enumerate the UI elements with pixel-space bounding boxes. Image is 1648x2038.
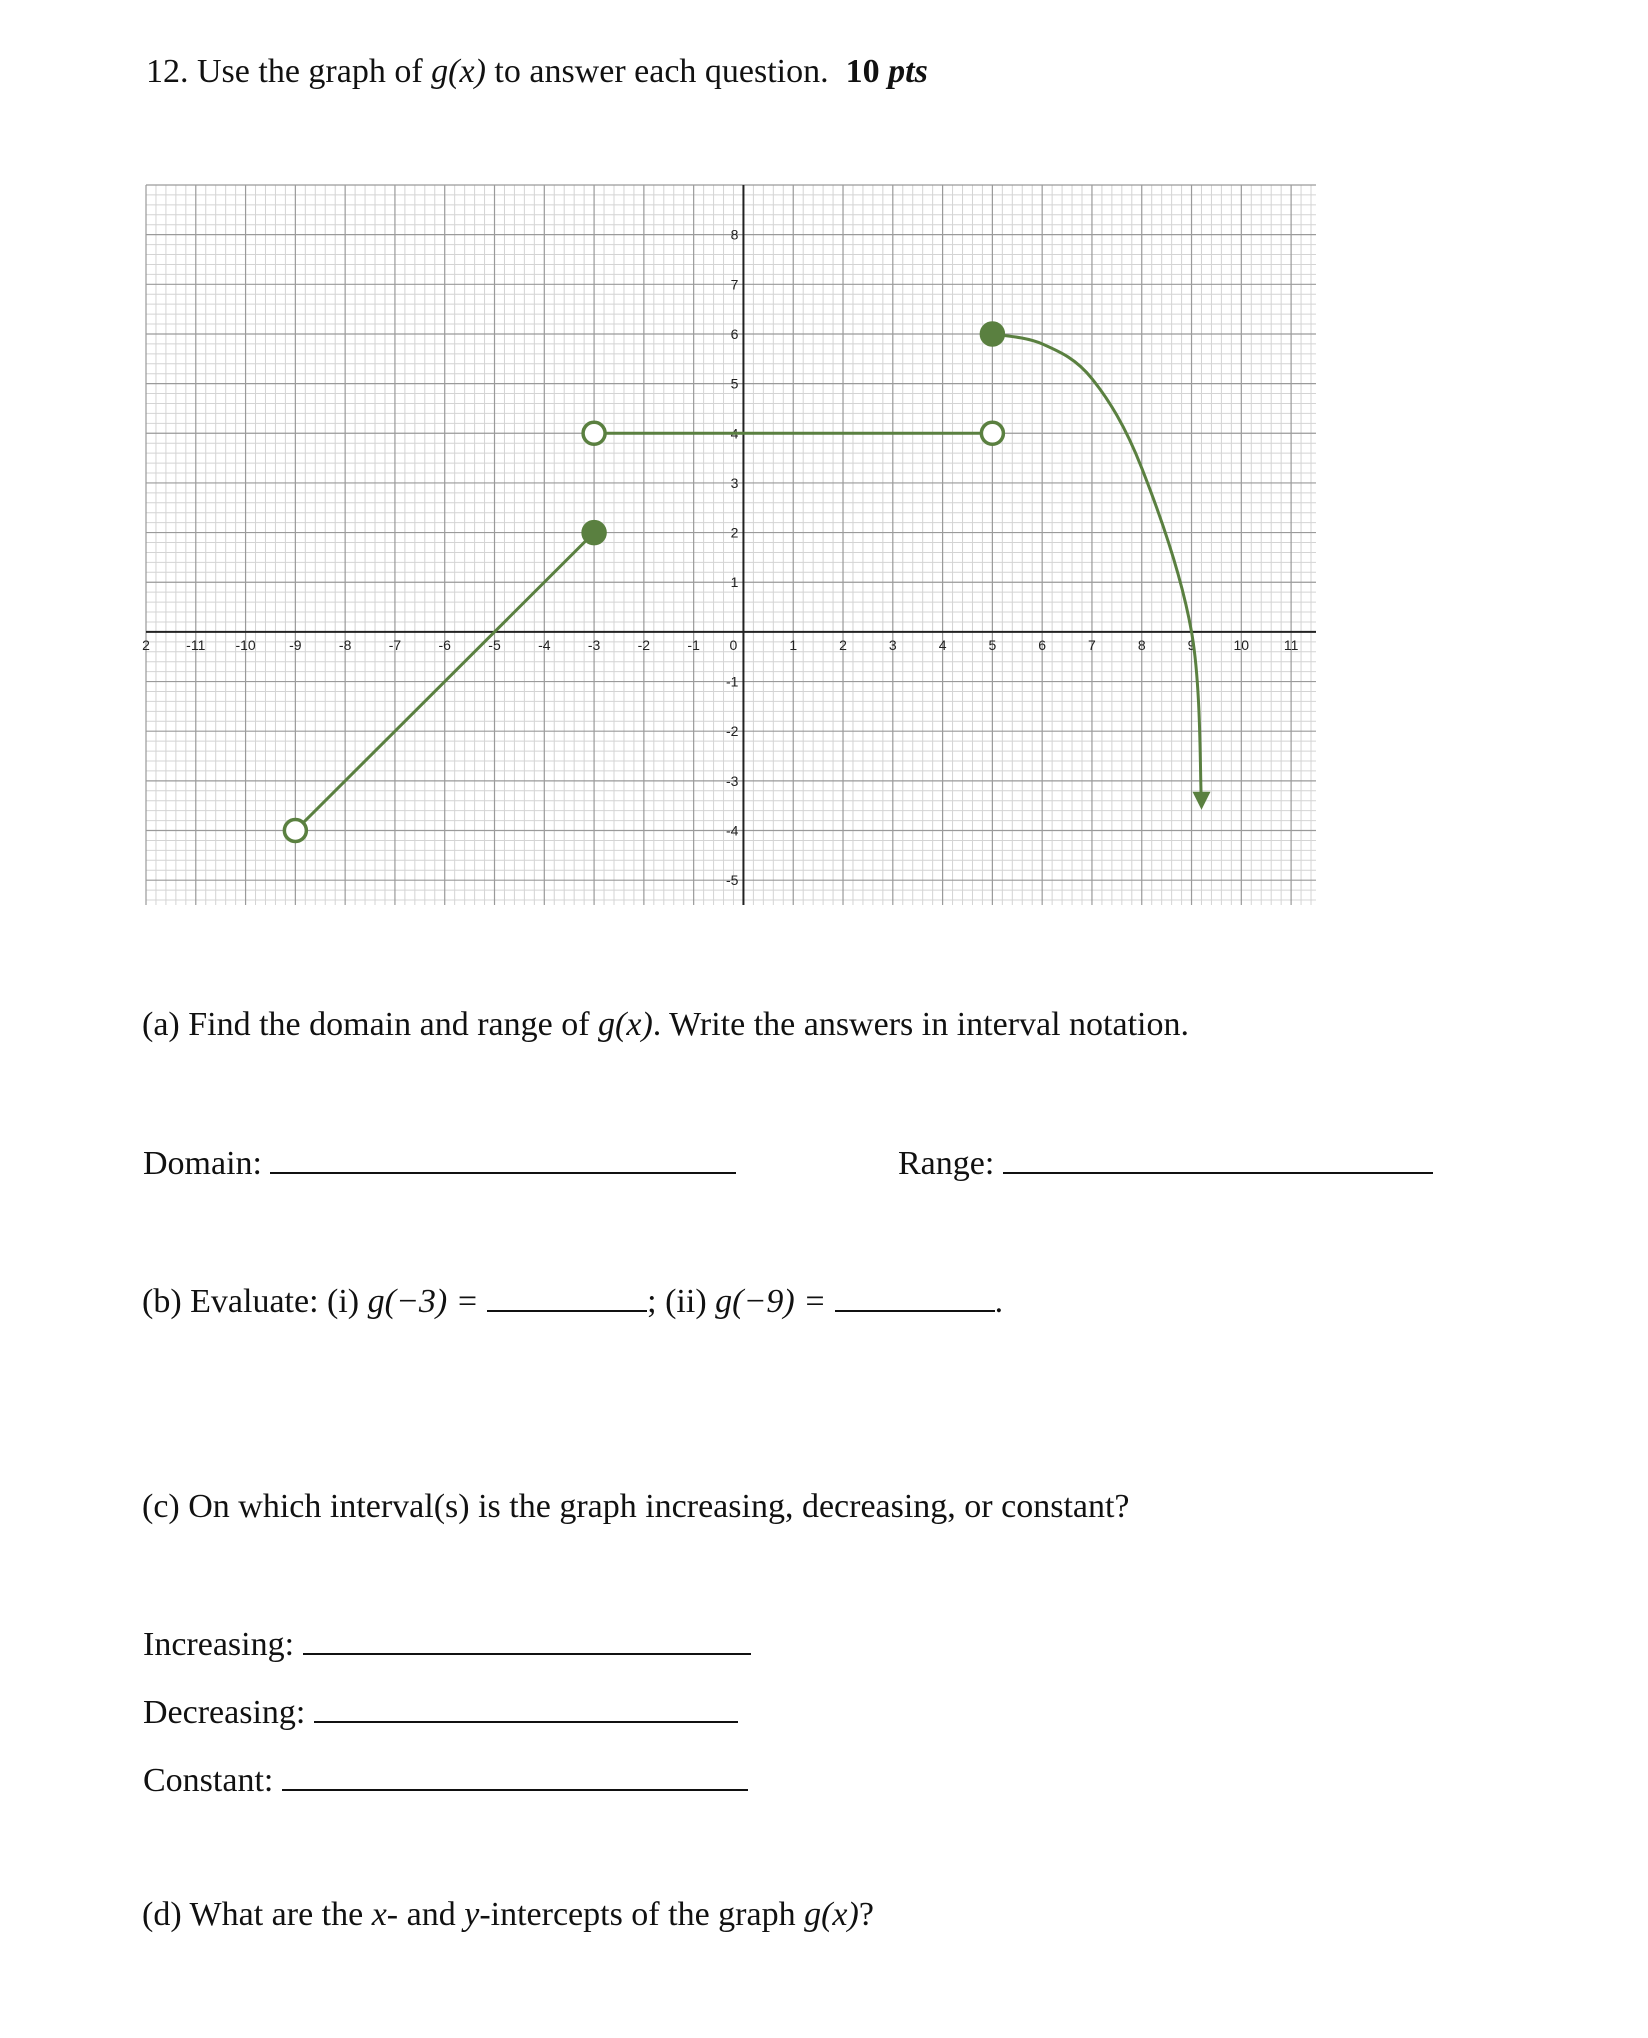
part-d-text-4: ? (858, 1896, 874, 1933)
y-tick-label: 1 (730, 574, 739, 591)
x-tick-label: -8 (338, 636, 352, 653)
x-tick-label: 2 (142, 636, 150, 653)
x-tick-label: 8 (1137, 636, 1146, 653)
part-b-label: (b) Evaluate: (i) (142, 1283, 360, 1320)
part-a-label: (a) Find the domain and range of (142, 1006, 590, 1043)
x-tick-label: -9 (289, 636, 302, 653)
axes (146, 185, 1316, 905)
x-tick-label: 4 (938, 636, 947, 653)
part-b-end: . (994, 1283, 1004, 1320)
part-d-text-3: -intercepts of the graph (479, 1896, 796, 1933)
points-value: 10 (845, 53, 880, 90)
closed-endpoint (583, 522, 605, 544)
constant-label: Constant: (143, 1762, 274, 1799)
y-tick-label: 2 (730, 524, 739, 541)
x-tick-label: -10 (235, 636, 256, 653)
y-tick-label: 5 (730, 375, 739, 392)
y-tick-label: 6 (730, 325, 739, 342)
constant-answer-blank[interactable] (282, 1759, 748, 1791)
y-tick-label: -3 (725, 772, 739, 789)
x-tick-label: 0 (729, 636, 738, 653)
y-tick-label: -1 (725, 673, 739, 690)
open-endpoint (284, 820, 306, 842)
grid-minor (146, 185, 1316, 905)
range-answer-row (898, 1142, 1433, 1184)
part-b-expr-1: g(−3) = (367, 1283, 479, 1320)
points-unit: pts (888, 53, 928, 90)
question-title (146, 52, 928, 92)
range-label: Range: (898, 1145, 995, 1182)
x-tick-label: 9 (1187, 636, 1196, 653)
part-b-expr-2: g(−9) = (715, 1283, 827, 1320)
y-tick-label: 8 (730, 226, 739, 243)
x-tick-label: -1 (687, 636, 700, 653)
x-tick-label: -3 (587, 636, 601, 653)
y-tick-label: -5 (725, 872, 739, 889)
part-a-suffix: . Write the answers in interval notation. (652, 1006, 1189, 1043)
x-tick-label: 3 (888, 636, 897, 653)
x-tick-label: -11 (186, 636, 206, 653)
y-tick-label: 4 (730, 425, 739, 442)
question-text-2: to answer each question. (494, 53, 829, 90)
question-text: Use the graph of (197, 53, 423, 90)
increasing-row (143, 1623, 751, 1665)
constant-row (143, 1759, 748, 1801)
x-tick-label: 2 (839, 636, 847, 653)
part-a-func: g(x) (598, 1006, 653, 1043)
open-endpoint (981, 422, 1003, 444)
domain-answer-row (143, 1142, 736, 1184)
decreasing-label: Decreasing: (143, 1694, 306, 1731)
decreasing-answer-blank[interactable] (314, 1691, 738, 1723)
part-d-x: x (371, 1896, 387, 1933)
closed-endpoint (981, 323, 1003, 345)
g-of-neg9-blank[interactable] (835, 1280, 995, 1312)
part-b-separator: ; (ii) (647, 1283, 707, 1320)
y-tick-label: -2 (725, 723, 739, 740)
increasing-label: Increasing: (143, 1626, 295, 1663)
x-tick-label: 1 (789, 636, 798, 653)
part-b-question (142, 1280, 1003, 1322)
y-tick-label: -4 (725, 822, 739, 839)
part-d-text-2: - and (386, 1896, 456, 1933)
x-tick-label: 11 (1283, 636, 1299, 653)
curve-segment-3 (992, 334, 1201, 806)
domain-answer-blank[interactable] (270, 1142, 736, 1174)
y-tick-label: 7 (730, 276, 739, 293)
x-tick-label: 5 (988, 636, 997, 653)
x-tick-label: -2 (637, 636, 651, 653)
increasing-answer-blank[interactable] (303, 1623, 751, 1655)
function-name: g(x) (431, 53, 486, 90)
part-d-text-1: (d) What are the (142, 1896, 364, 1933)
x-tick-label: -6 (438, 636, 451, 653)
part-d-y: y (464, 1896, 480, 1933)
g-of-neg3-blank[interactable] (487, 1280, 647, 1312)
part-a-question (142, 1005, 1189, 1045)
part-d-question (142, 1895, 874, 1935)
x-tick-label: -4 (538, 636, 551, 653)
open-endpoint (583, 422, 605, 444)
x-tick-label: 6 (1038, 636, 1047, 653)
y-tick-labels (726, 227, 739, 889)
domain-label: Domain: (143, 1145, 262, 1182)
grid-major (146, 185, 1316, 905)
question-number: 12. (146, 53, 189, 90)
x-tick-label: 10 (1233, 636, 1250, 653)
x-tick-label: 7 (1088, 636, 1096, 653)
part-d-func: g(x) (804, 1896, 859, 1933)
x-tick-label: -5 (488, 636, 501, 653)
decreasing-row (143, 1691, 738, 1733)
range-answer-blank[interactable] (1003, 1142, 1433, 1174)
graph-of-g (142, 185, 1316, 905)
y-tick-label: 3 (730, 474, 739, 491)
part-c-question: (c) On which interval(s) is the graph increasing, decreasing, or constant? (142, 1488, 1130, 1525)
x-tick-label: -7 (388, 636, 402, 653)
